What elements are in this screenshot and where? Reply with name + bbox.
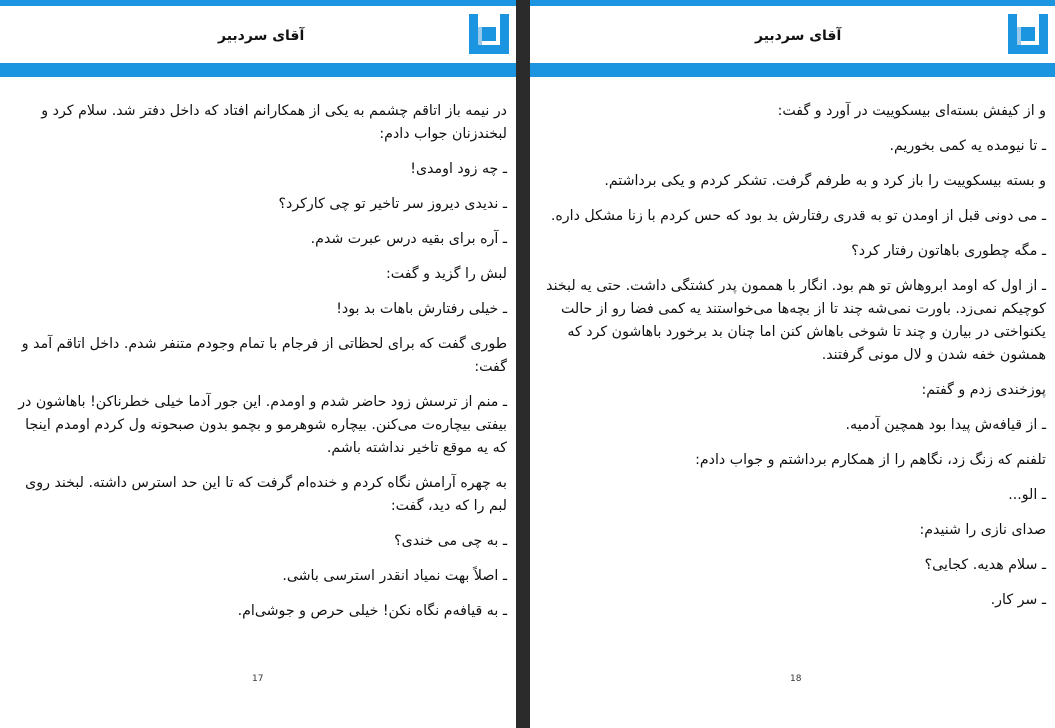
header-bottom-band [530, 63, 1055, 77]
paragraph: ـ سلام هدیه. کجایی؟ [924, 557, 1046, 573]
header-bottom-band [0, 63, 516, 77]
paragraph: ـ می دونی قبل از اومدن تو به قدری رفتارش بد بود که حس کردم با زنا مشکل داره. [550, 208, 1046, 224]
paragraph: ـ چه زود اومدی! [410, 161, 507, 177]
paragraph: ـ اصلاً بهت نمیاد انقدر استرسی باشی. [282, 568, 507, 584]
paragraph: ـ از اول که اومد ابروهاش تو هم بود. انگار با هممون پدر کشتگی داشت. حتی یه لبخند کوچیکم نمی‌زد. باورت نمی‌شه چند تا از بچه‌ها می‌خواستند یه کمی فضا رو از حالت یکنواختی در بیارن و چند تا شوخی باهاش کنن اما چنان بد برخورد باهاشون کرد که همشون خفه شدن و لال مونی گرفتند. [546, 278, 1046, 363]
paragraph: ـ سر کار. [990, 592, 1046, 608]
paragraph: ـ خیلی رفتارش باهات بد بود! [336, 301, 507, 317]
paragraph: ـ به قیافه‌م نگاه نکن! خیلی حرص و جوشی‌ام. [237, 603, 507, 619]
paragraph: ـ ندیدی دیروز سر تاخیر تو چی کارکرد؟ [278, 196, 507, 212]
book-title: آقای سردبیر [218, 28, 305, 44]
paragraph: و بسته بیسکوییت را باز کرد و به طرفم گرفت. تشکر کردم و یکی برداشتم. [604, 173, 1046, 189]
paragraph: در نیمه باز اتاقم چشمم به یکی از همکارانم افتاد که داخل دفتر شد. سلام کرد و لبخندزنان جواب دادم: [41, 103, 507, 142]
book-title: آقای سردبیر [755, 28, 842, 44]
paragraph: پوزخندی زدم و گفتم: [921, 382, 1046, 398]
book-logo-icon [1005, 11, 1051, 57]
paragraph: ـ از قیافه‌ش پیدا بود همچین آدمیه. [845, 417, 1046, 433]
page-header [0, 6, 516, 63]
paragraph: و از کیفش بسته‌ای بیسکوییت در آورد و گفت: [777, 103, 1046, 119]
paragraph: ـ منم از ترسش زود حاضر شدم و اومدم. این جور آدما خیلی خطرناکن! باهاشون در بیفتی بیچاره‌ت می‌کنن. بیچاره شوهرمو و بچمو بدون صبحونه ول کردم اومدم اینجا که یه موقع تاخیر نداشته باشم. [18, 394, 507, 456]
page-header [530, 6, 1055, 63]
book-logo-icon [466, 11, 512, 57]
paragraph: ـ تا نیومده یه کمی بخوریم. [889, 138, 1046, 154]
paragraph: طوری گفت که برای لحظاتی از فرجام با تمام وجودم متنفر شدم. داخل اتاقم آمد و گفت: [21, 336, 507, 375]
paragraph: تلفنم که زنگ زد، نگاهم را از همکارم برداشتم و جواب دادم: [695, 452, 1046, 468]
paragraph: ـ الو... [1008, 487, 1046, 503]
paragraph: صدای نازی را شنیدم: [919, 522, 1046, 538]
right-page [530, 0, 1055, 728]
page-number: 17 [252, 674, 264, 684]
page-number: 18 [790, 674, 802, 684]
left-page [0, 0, 516, 728]
paragraph: لبش را گزید و گفت: [386, 266, 507, 282]
page-text [540, 100, 1046, 624]
paragraph: ـ به چی می خندی؟ [394, 533, 507, 549]
paragraph: ـ آره برای بقیه درس عبرت شدم. [310, 231, 507, 247]
paragraph: به چهره آرامش نگاه کردم و خنده‌ام گرفت که تا این حد استرس داشته. لبخند روی لبم را که دید، گفت: [25, 475, 507, 514]
paragraph: ـ مگه چطوری باهاتون رفتار کرد؟ [851, 243, 1046, 259]
page-text [10, 100, 507, 635]
